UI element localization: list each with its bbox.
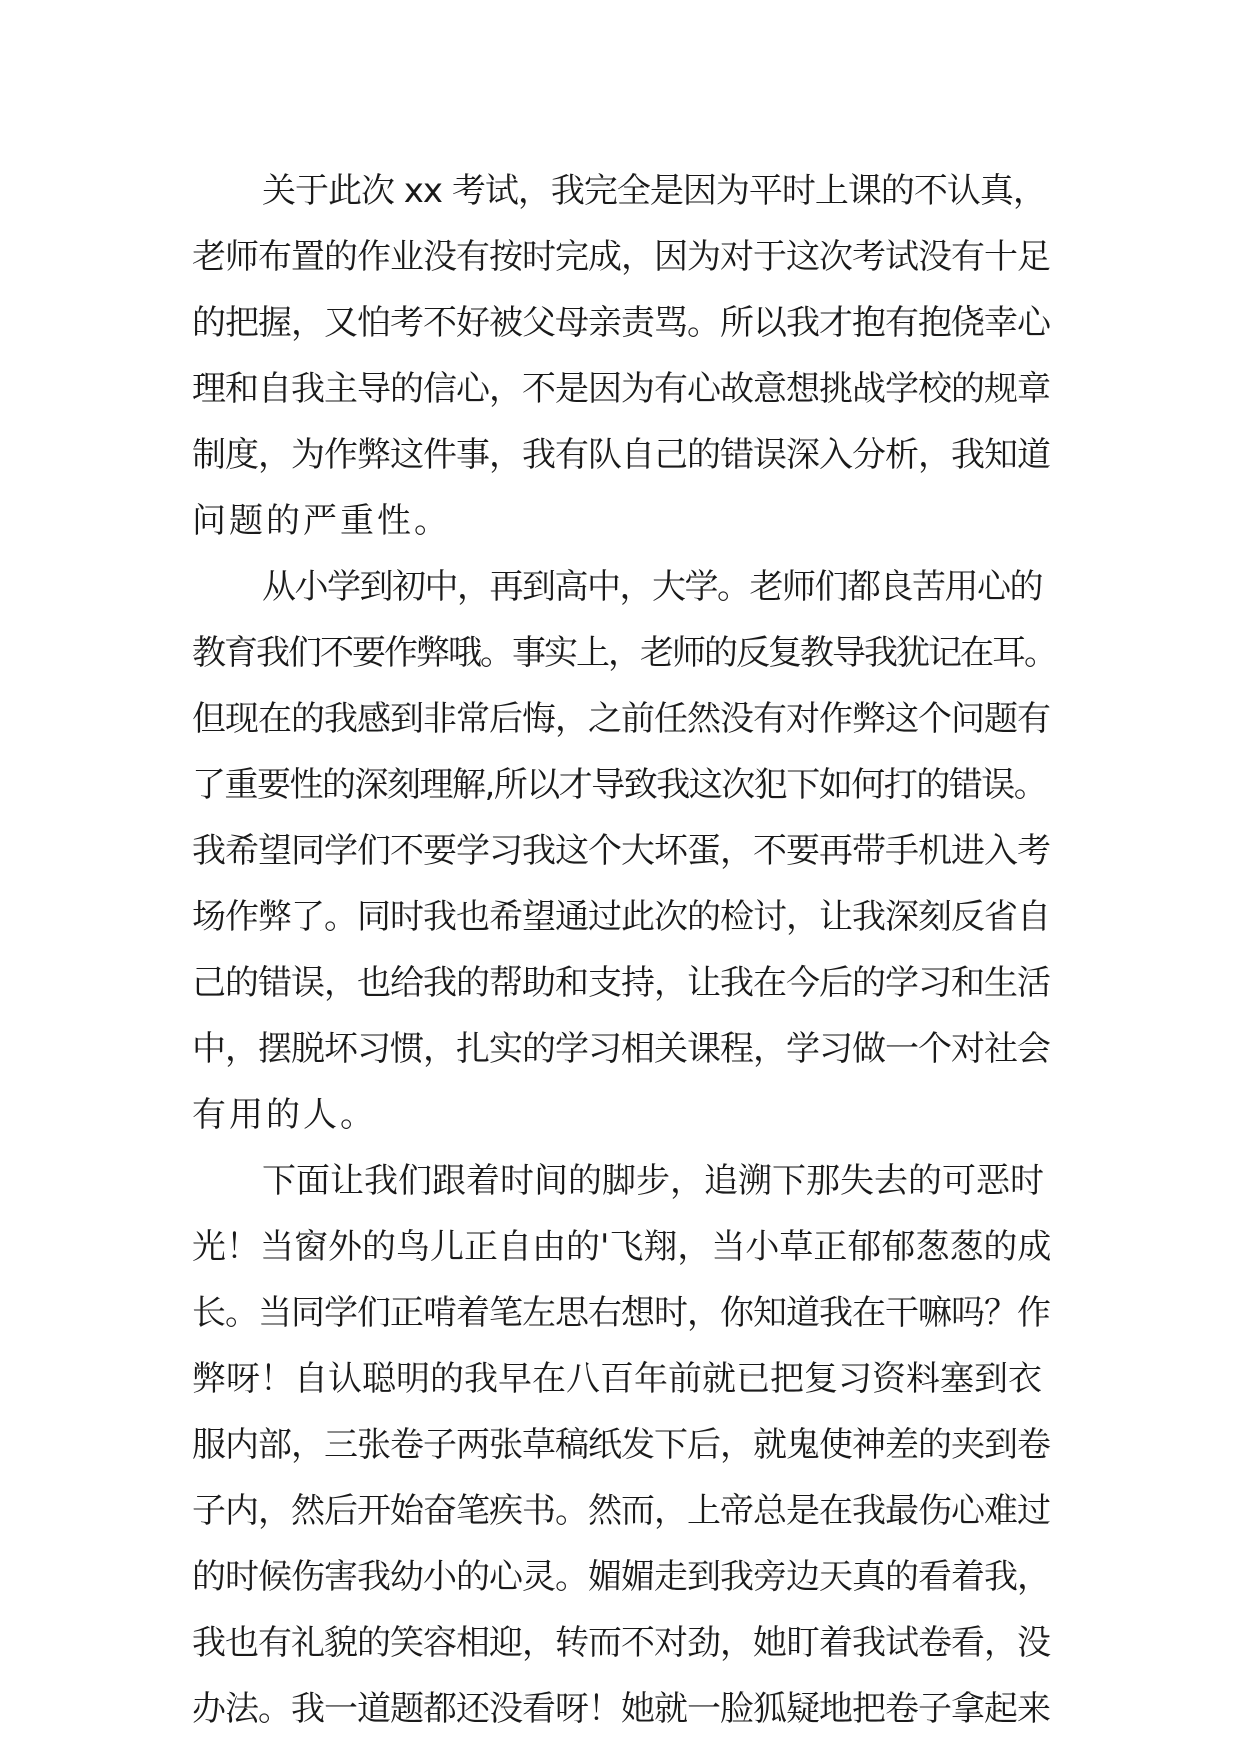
text-line: 我也有礼貌的笑容相迎，转而不对劲，她盯着我试卷看，没 [192, 1623, 1050, 1663]
text-line: 老师布置的作业没有按时完成，因为对于这次考试没有十足 [192, 237, 1050, 277]
text-line: 我希望同学们不要学习我这个大坏蛋，不要再带手机进入考 [192, 831, 1050, 871]
text-line: 办法。我一道题都还没看呀！她就一脸狐疑地把卷子拿起来 [192, 1689, 1050, 1729]
text-line: 己的错误，也给我的帮助和支持，让我在今后的学习和生活 [192, 963, 1050, 1003]
text-line: 有用的人。 [192, 1095, 377, 1135]
paragraph-1 [192, 158, 1052, 554]
text-line: 问题的严重性。 [192, 501, 451, 541]
text-line: 长。当同学们正啃着笔左思右想时，你知道我在干嘛吗？作 [192, 1293, 1050, 1333]
text-line: 制度，为作弊这件事，我有队自己的错误深入分析，我知道 [192, 435, 1050, 475]
paragraph-3 [192, 1148, 1052, 1742]
text-line: 子内，然后开始奋笔疾书。然而，上帝总是在我最伤心难过 [192, 1491, 1050, 1531]
text-line: 教育我们不要作弊哦。事实上，老师的反复教导我犹记在耳。 [192, 633, 1056, 673]
text-line: 弊呀！自认聪明的我早在八百年前就已把复习资料塞到衣 [192, 1359, 1042, 1399]
text-line: 但现在的我感到非常后悔，之前任然没有对作弊这个问题有 [192, 699, 1050, 739]
text-line: 下面让我们跟着时间的脚步，追溯下那失去的可恶时 [262, 1161, 1044, 1201]
text-line: 理和自我主导的信心，不是因为有心故意想挑战学校的规章 [192, 369, 1050, 409]
text-line: 的时候伤害我幼小的心灵。媚媚走到我旁边天真的看着我， [192, 1557, 1050, 1597]
document-body [192, 158, 1056, 1742]
text-line: 了重要性的深刻理解,所以才导致我这次犯下如何打的错误。 [192, 765, 1047, 805]
text-line: 服内部，三张卷子两张草稿纸发下后，就鬼使神差的夹到卷 [192, 1425, 1050, 1465]
text-line: 从小学到初中，再到高中，大学。老师们都良苦用心的 [262, 567, 1042, 607]
paragraph-2 [192, 554, 1056, 1148]
text-line: 关于此次 xx 考试，我完全是因为平时上课的不认真， [262, 171, 1046, 211]
text-line: 的把握，又怕考不好被父母亲责骂。所以我才抱有抱侥幸心 [192, 303, 1050, 343]
text-line: 中，摆脱坏习惯，扎实的学习相关课程，学习做一个对社会 [192, 1029, 1050, 1069]
text-line: 场作弊了。同时我也希望通过此次的检讨，让我深刻反省自 [192, 897, 1050, 937]
text-line: 光！当窗外的鸟儿正自由的'飞翔，当小草正郁郁葱葱的成 [192, 1227, 1052, 1267]
